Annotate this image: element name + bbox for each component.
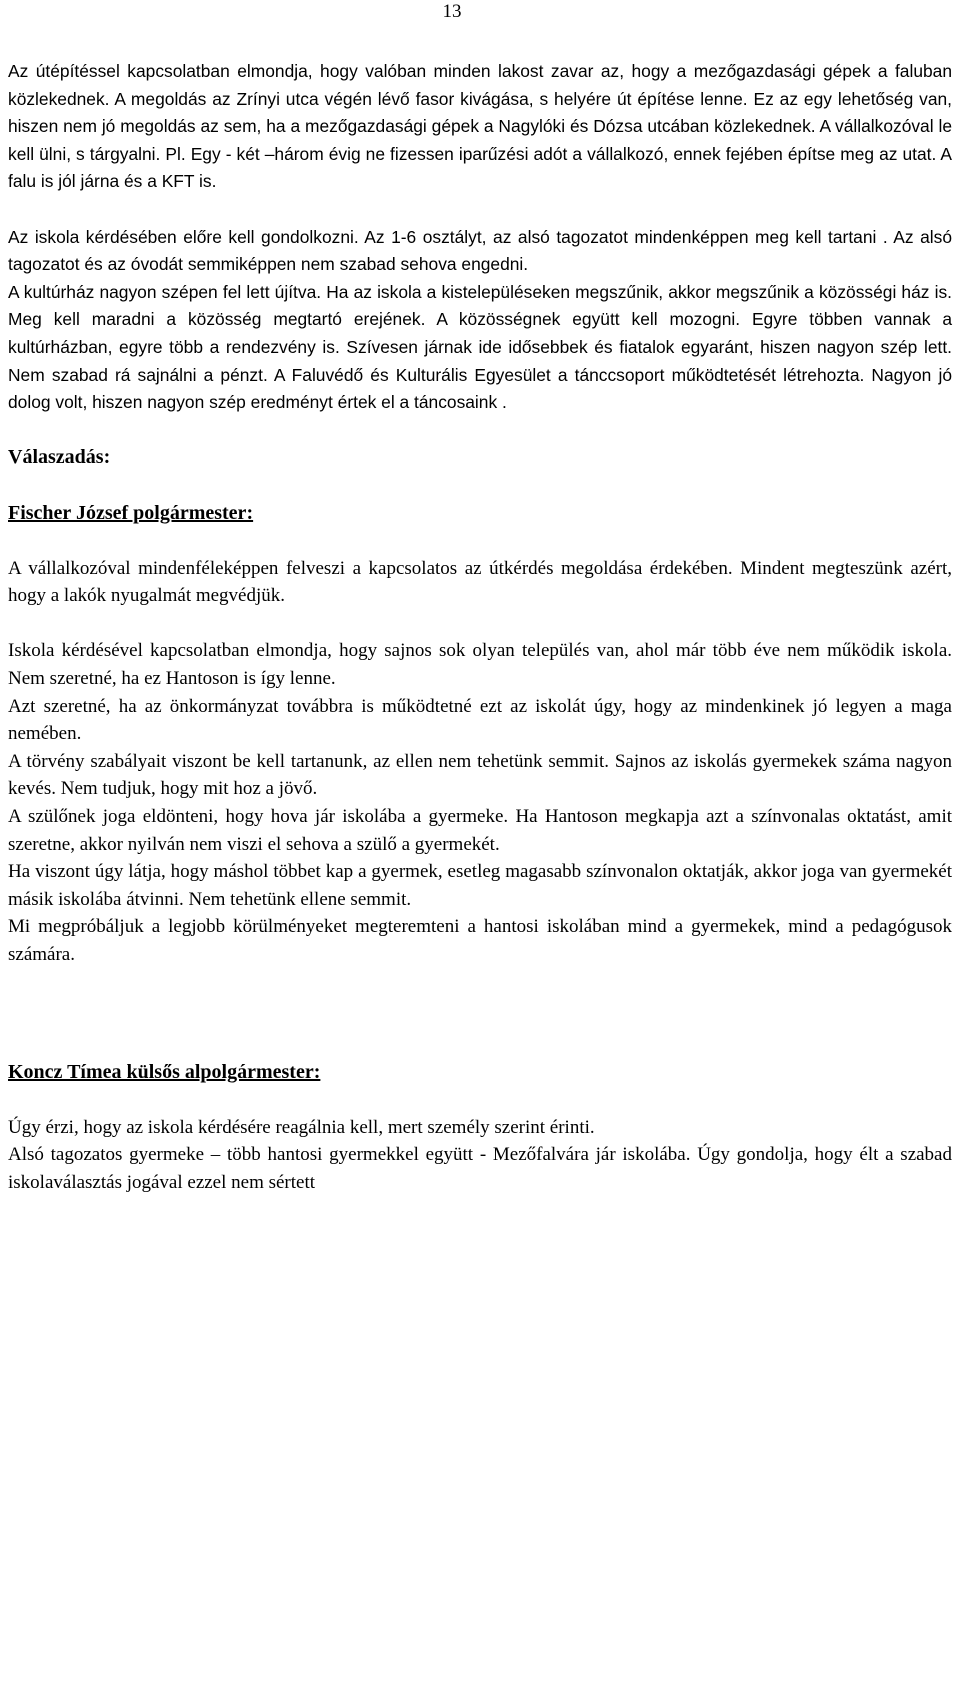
spacer — [8, 969, 952, 1059]
mayor-paragraph-school-2: Azt szeretné, ha az önkormányzat továbbra is működtetné ezt az iskolát úgy, hogy az mindenkinek jó legyen a maga nemében. — [8, 695, 952, 745]
spacer — [8, 417, 952, 445]
spacer — [8, 527, 952, 555]
section-1 — [8, 58, 952, 417]
paragraph-school: Az iskola kérdésében előre kell gondolkozni. Az 1-6 osztályt, az alsó tagozatot mindenképpen meg kell tartani . Az alsó tagozatot és az óvodát semmiképpen nem szabad sehova engedni. — [8, 226, 952, 275]
spacer — [8, 610, 952, 638]
vice-mayor-paragraph-1: Úgy érzi, hogy az iskola kérdésére reagálnia kell, mert személy szerint érinti. — [8, 1116, 595, 1138]
mayor-paragraph-school-3: A törvény szabályait viszont be kell tartanunk, az ellen nem tehetünk semmit. Sajnos az iskolás gyermekek száma nagyon kevés. Nem tudjuk, hogy mit hoz a jövő. — [8, 750, 952, 800]
mayor-paragraph-school-1: Iskola kérdésével kapcsolatban elmondja, hogy sajnos sok olyan település van, ahol már több éve nem működik iskola. Nem szeretné, ha ez Hantoson is így lenne. — [8, 640, 952, 690]
valaszadas-heading: Válaszadás: — [8, 446, 111, 469]
vice-mayor-paragraph-2: Alsó tagozatos gyermeke – több hantosi gyermekkel együtt - Mezőfalvára jár iskolába. Úgy gondolja, hogy élt a szabad iskolaválasztás jogával ezzel nem sértett — [8, 1144, 952, 1193]
mayor-paragraph-road: A vállalkozóval mindenféleképpen felveszi a kapcsolatos az útkérdés megoldása érdekében. Mindent megteszünk azért, hogy a lakók nyugalmát megvédjük. — [8, 557, 952, 607]
mayor-paragraph-school-5: Ha viszont úgy látja, hogy máshol többet kap a gyermek, esetleg magasabb színvonalon oktatják, akkor joga van gyermekét másik iskolába átvinni. Nem tehetünk ellene semmit. — [8, 861, 952, 910]
spacer — [8, 472, 952, 500]
paragraph-culture-house: A kultúrház nagyon szépen fel lett újítva. Ha az iskola a kistelepüléseken megszűnik, akkor megszűnik a közösségi ház is. Meg kell maradni a közösség megtartó erejének. A közösségnek együtt kell mozogni. Egyre többen vannak a kultúrházban, egyre több a rendezvény is. Szívesen járnak ide idősebbek és fiatalok egyaránt, hiszen nagyon szép lett. Nem szabad rá sajnálni a pénzt. A Faluvédő és Kulturális Egyesület a tánccsoport működtetését létrehozta. Nagyon jó dolog volt, hiszen nagyon szép eredményt értek el a táncosaink . — [8, 281, 952, 413]
mayor-paragraph-school-6: Mi megpróbáljuk a legjobb körülményeket megteremteni a hantosi iskolában mind a gyermekek, mind a pedagógusok számára. — [8, 916, 952, 965]
spacer — [8, 1086, 952, 1114]
speaker-mayor-heading: Fischer József polgármester: — [8, 501, 254, 524]
paragraph-road: Az útépítéssel kapcsolatban elmondja, hogy valóban minden lakost zavar az, hogy a mezőgazdasági gépek a faluban közlekednek. A megoldás az Zrínyi utca végén lévő fasor kivágása, s helyére út építése lenne. Ez az egy lehetőség van, hiszen nem jó megoldás az sem, ha a mezőgazdasági gépek a Nagylóki és Dózsa utcában közlekednek. A vállalkozóval le kell ülni, s tárgyalni. Pl. Egy - két –három évig ne fizessen iparűzési adót a vállalkozó, ennek fejében építse meg az utat. A falu is jól járna és a KFT is. — [8, 61, 952, 192]
document-body — [8, 58, 952, 1197]
speaker-vice-mayor-heading: Koncz Tímea külsős alpolgármester: — [8, 1060, 321, 1083]
mayor-paragraph-school-4: A szülőnek joga eldönteni, hogy hova jár iskolába a gyermeke. Ha Hantoson megkapja azt a színvonalas oktatást, amit szeretne, akkor nyilván nem viszi el sehova a szülő a gyermekét. — [8, 806, 952, 855]
spacer — [8, 196, 952, 224]
page-number: 13 — [442, 1, 462, 22]
